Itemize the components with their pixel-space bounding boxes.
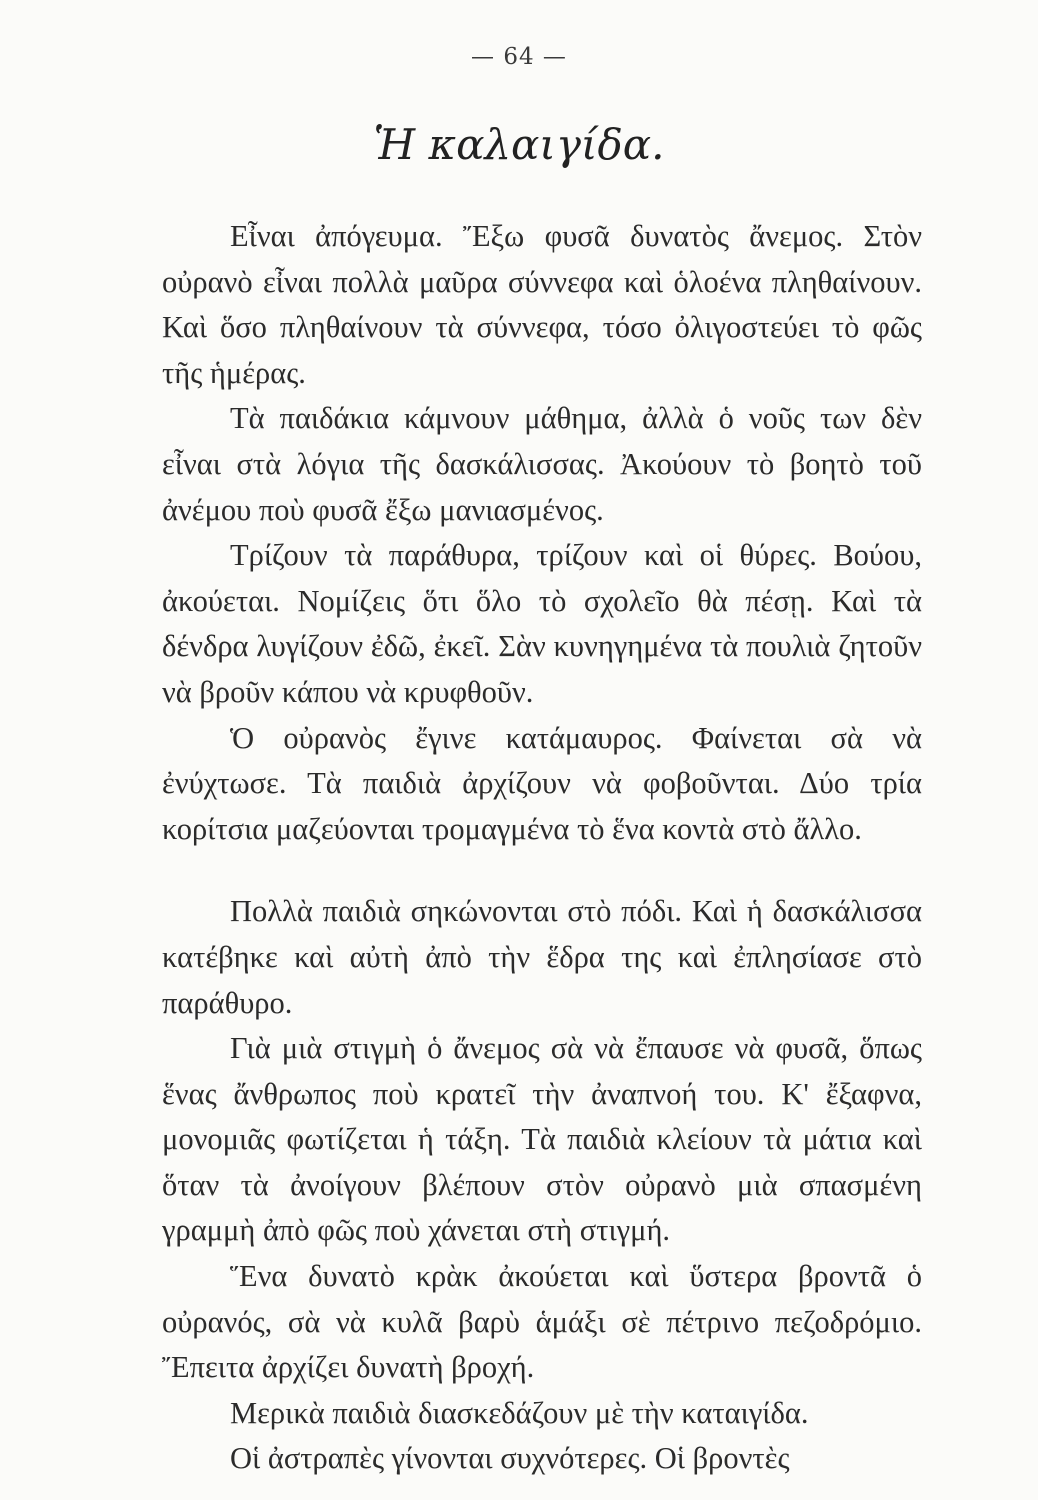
paragraph: Ὁ οὐρανὸς ἔγινε κατάμαυρος. Φαίνεται σὰ νὰ ἐνύχτωσε. Τὰ παιδιὰ ἀρχίζουν νὰ φοβοῦνται. Δύο τρία κορίτσια μαζεύονται τρομαγμένα τὸ ἕνα κοντὰ στὸ ἄλλο.: [162, 720, 922, 846]
chapter-title: Ἡ καλαιγίδα.: [373, 120, 665, 169]
page-number: — 64 —: [471, 44, 567, 70]
paragraph: Τρίζουν τὰ παράθυρα, τρίζουν καὶ οἱ θύρες. Βούου, ἀκούεται. Νομίζεις ὅτι ὅλο τὸ σχολεῖο θὰ πέσῃ. Καὶ τὰ δένδρα λυγίζουν ἐδῶ, ἐκεῖ. Σὰν κυνηγημένα τὰ πουλιὰ ζητοῦν νὰ βροῦν κάπου νὰ κρυφθοῦν.: [162, 538, 922, 709]
body-text: [162, 214, 922, 1482]
paragraph: Μερικὰ παιδιὰ διασκεδάζουν μὲ τὴν καταιγίδα.: [230, 1395, 809, 1430]
paragraph: Οἱ ἀστραπὲς γίνονται συχνότερες. Οἱ βροντὲς: [230, 1441, 790, 1476]
paragraph: Ἕνα δυνατὸ κρὰκ ἀκούεται καὶ ὕστερα βροντᾶ ὁ οὐρανός, σὰ νὰ κυλᾶ βαρὺ ἁμάξι σὲ πέτρινο πεζοδρόμιο. Ἔπειτα ἀρχίζει δυνατὴ βροχή.: [162, 1259, 922, 1385]
paragraph: Εἶναι ἀπόγευμα. Ἔξω φυσᾶ δυνατὸς ἄνεμος. Στὸν οὐρανὸ εἶναι πολλὰ μαῦρα σύννεφα καὶ ὁλοένα πληθαίνουν. Καὶ ὅσο πληθαίνουν τὰ σύννεφα, τόσο ὀλιγοστεύει τὸ φῶς τῆς ἡμέρας.: [162, 219, 922, 390]
paragraph: Γιὰ μιὰ στιγμὴ ὁ ἄνεμος σὰ νὰ ἔπαυσε νὰ φυσᾶ, ὅπως ἕνας ἄνθρωπος ποὺ κρατεῖ τὴν ἀναπνοή του. Κ' ἔξαφνα, μονομιᾶς φωτίζεται ἡ τάξη. Τὰ παιδιὰ κλείουν τὰ μάτια καὶ ὅταν τὰ ἀνοίγουν βλέπουν στὸν οὐρανὸ μιὰ σπασμένη γραμμὴ ἀπὸ φῶς ποὺ χάνεται στὴ στιγμή.: [162, 1031, 922, 1248]
paragraph: Πολλὰ παιδιὰ σηκώνονται στὸ πόδι. Καὶ ἡ δασκάλισσα κατέβηκε καὶ αὐτὴ ἀπὸ τὴν ἕδρα της καὶ ἐπλησίασε στὸ παράθυρο.: [162, 894, 922, 1020]
paragraph: Τὰ παιδάκια κάμνουν μάθημα, ἀλλὰ ὁ νοῦς των δὲν εἶναι στὰ λόγια τῆς δασκάλισσας. Ἀκούουν τὸ βοητὸ τοῦ ἀνέμου ποὺ φυσᾶ ἔξω μανιασμένος.: [162, 401, 922, 527]
